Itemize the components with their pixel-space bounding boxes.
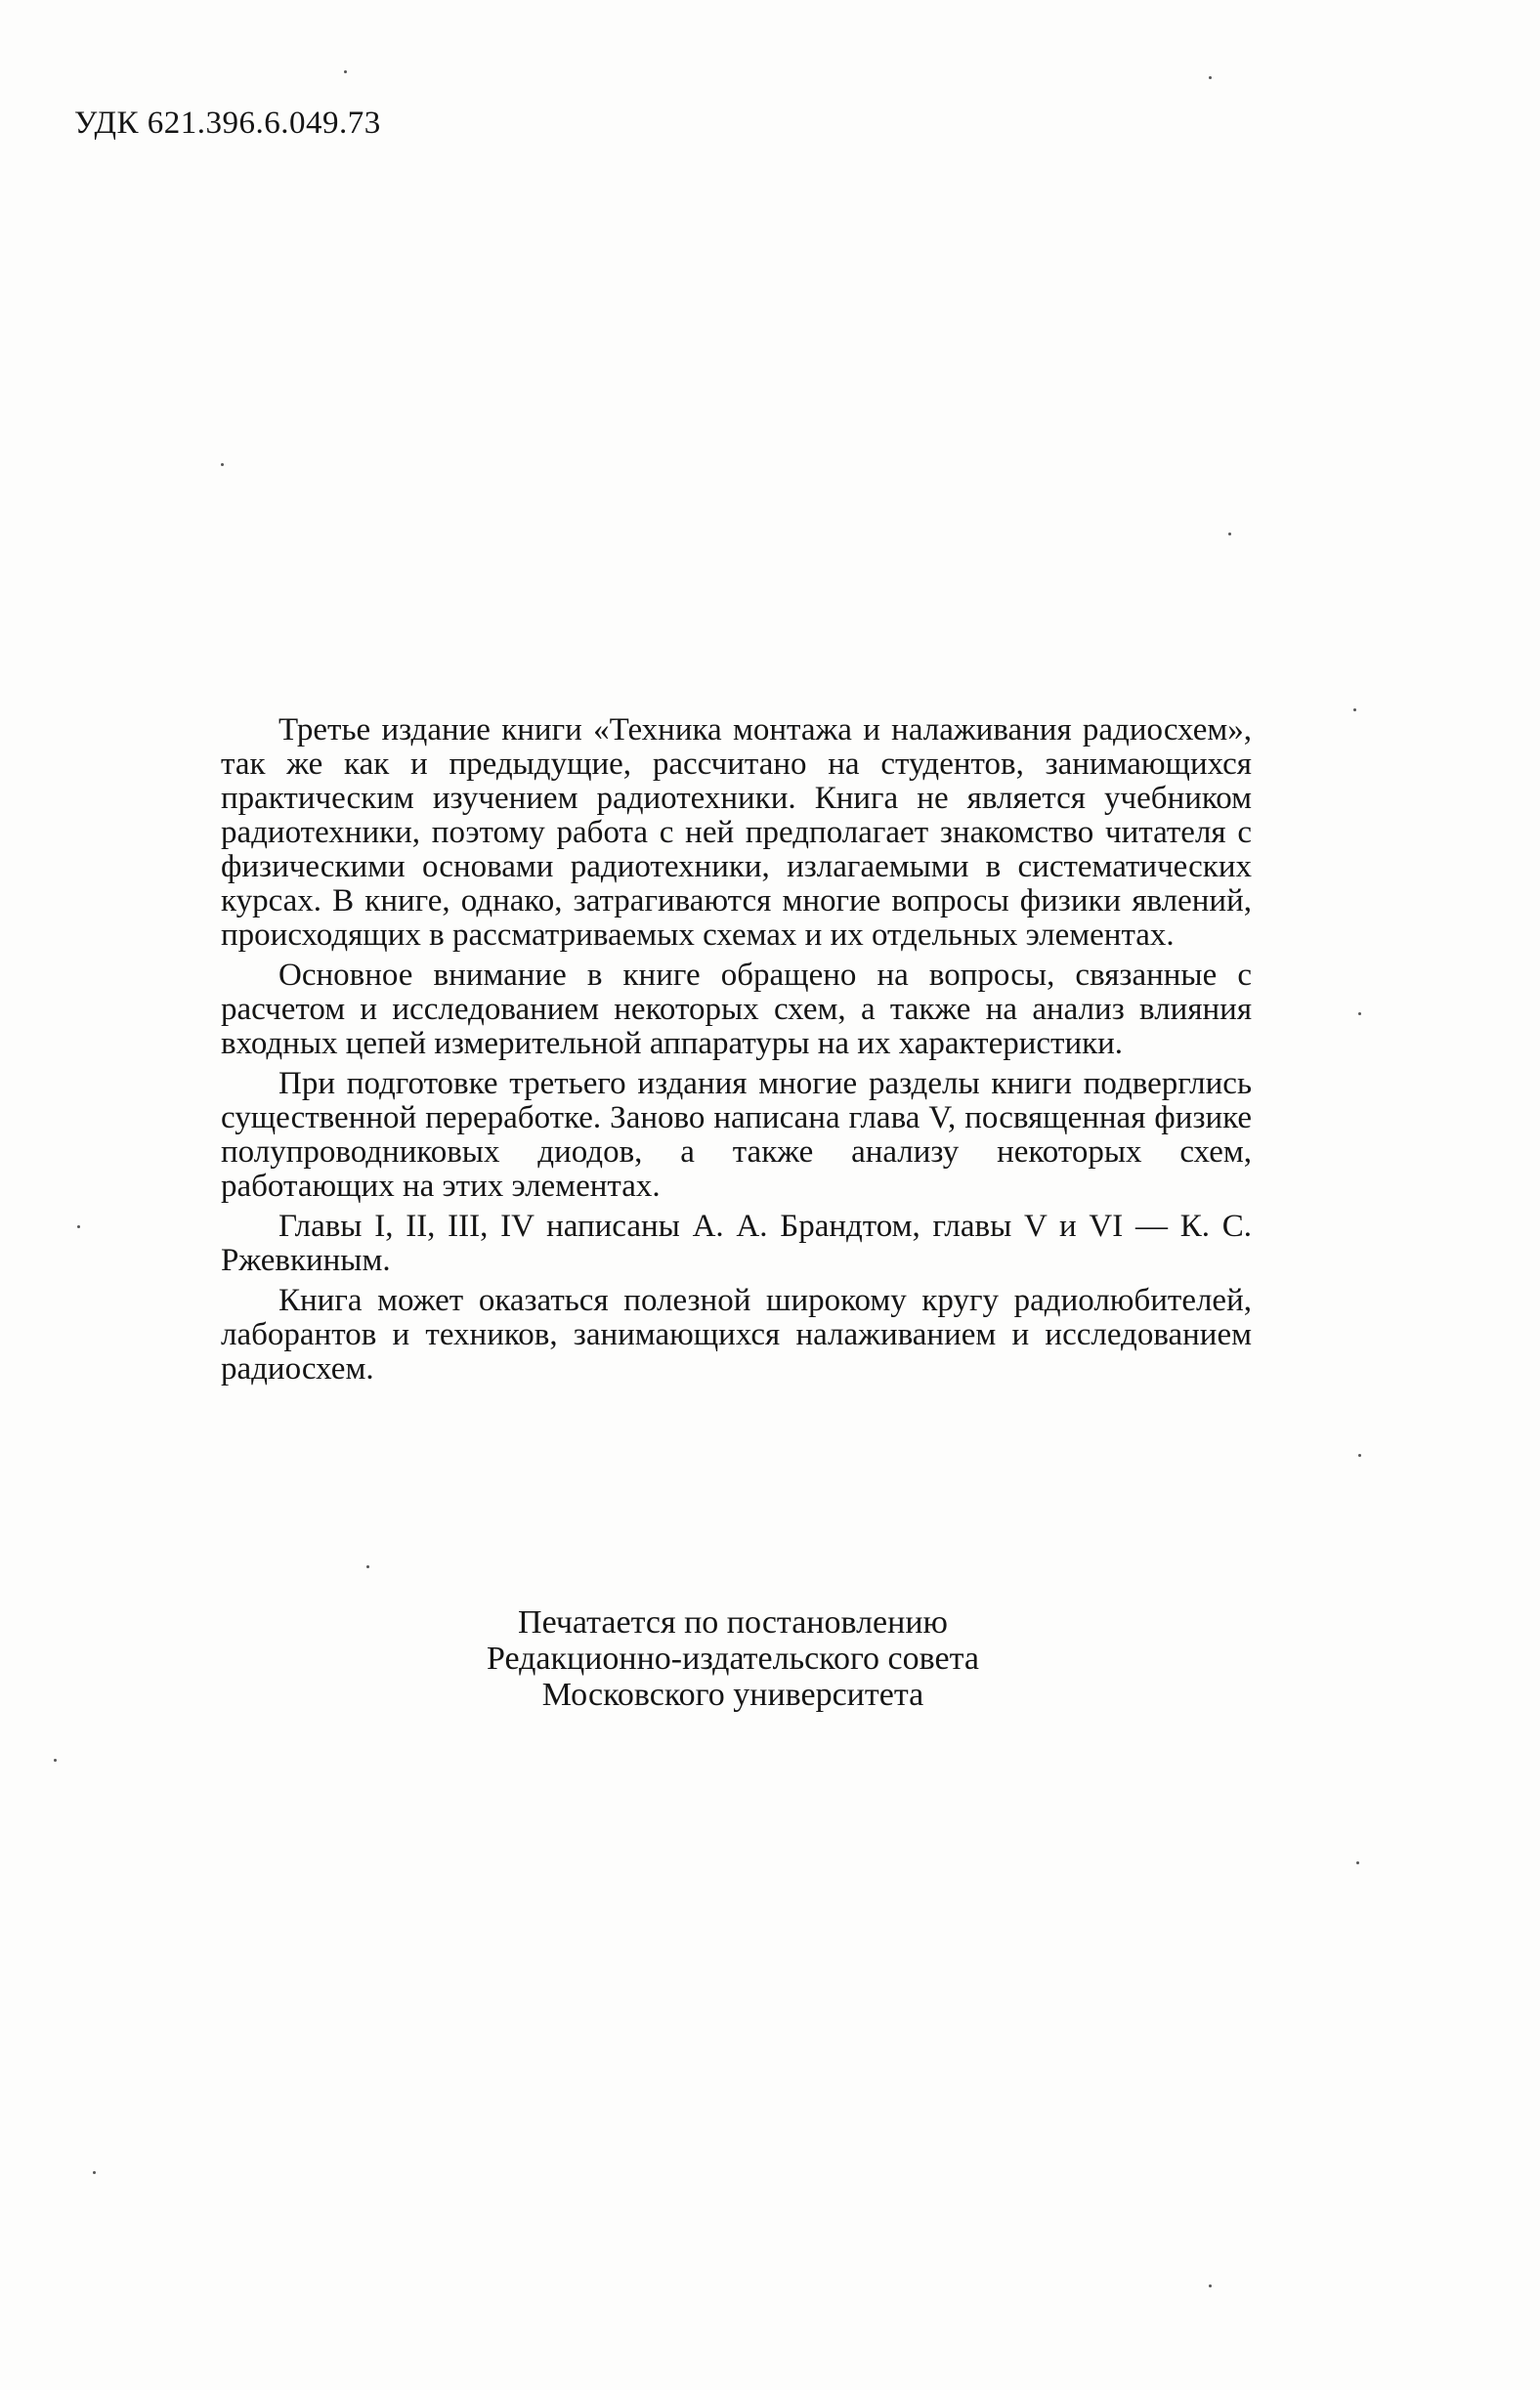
scan-speck [1353, 708, 1356, 711]
paragraph-intro: Третье издание книги «Техника монтажа и налаживания радиосхем», так же как и предыдущие, рассчитано на студентов, занимающихся практическим изучением радиотехники. Книга не является учебником радиотехники, поэтому работа с ней предполагает знакомство читателя с физическими основами радиотехники, излагаемыми в систематических курсах. В книге, однако, затрагиваются многие вопросы физики явлений, происходящих в рассматриваемых схемах и их отдельных элементах. [221, 712, 1252, 953]
scan-speck [54, 1759, 57, 1762]
scan-speck [344, 70, 347, 73]
paragraph-edition: При подготовке третьего издания многие разделы книги подверглись существенной переработке. Заново написана глава V, посвященная физике полупроводниковых диодов, а также анализу некоторых схем, работающих на этих элементах. [221, 1066, 1252, 1204]
paragraph-focus: Основное внимание в книге обращено на вопросы, связанные с расчетом и исследованием некоторых схем, а также на анализ влияния входных цепей измерительной аппаратуры на их характеристики. [221, 958, 1252, 1061]
scan-speck [1209, 2284, 1212, 2287]
imprint-line-1: Печатается по постановлению [518, 1604, 948, 1641]
scan-speck [366, 1565, 369, 1568]
imprint-line-3: Московского университета [541, 1677, 924, 1713]
udk-code: УДК 621.396.6.049.73 [74, 106, 381, 141]
paragraph-audience: Книга может оказаться полезной широкому кругу радиолюбителей, лаборантов и техников, занимающихся налаживанием и исследованием радиосхем. [221, 1283, 1252, 1387]
scan-speck [1228, 533, 1231, 535]
paragraph-authors: Главы I, II, III, IV написаны А. А. Брандтом, главы V и VI — К. С. Ржевкиным. [221, 1209, 1252, 1278]
imprint-line-2: Редакционно-издательского совета [487, 1641, 979, 1677]
annotation-text [221, 713, 1252, 1392]
scan-speck [1358, 1012, 1361, 1015]
scan-speck [93, 2171, 96, 2174]
scan-speck [221, 463, 224, 466]
scan-speck [1358, 1454, 1361, 1457]
imprint-notice [352, 1604, 1114, 1713]
scan-speck [1356, 1861, 1359, 1864]
scan-speck [1209, 76, 1212, 79]
scan-speck [77, 1225, 80, 1228]
